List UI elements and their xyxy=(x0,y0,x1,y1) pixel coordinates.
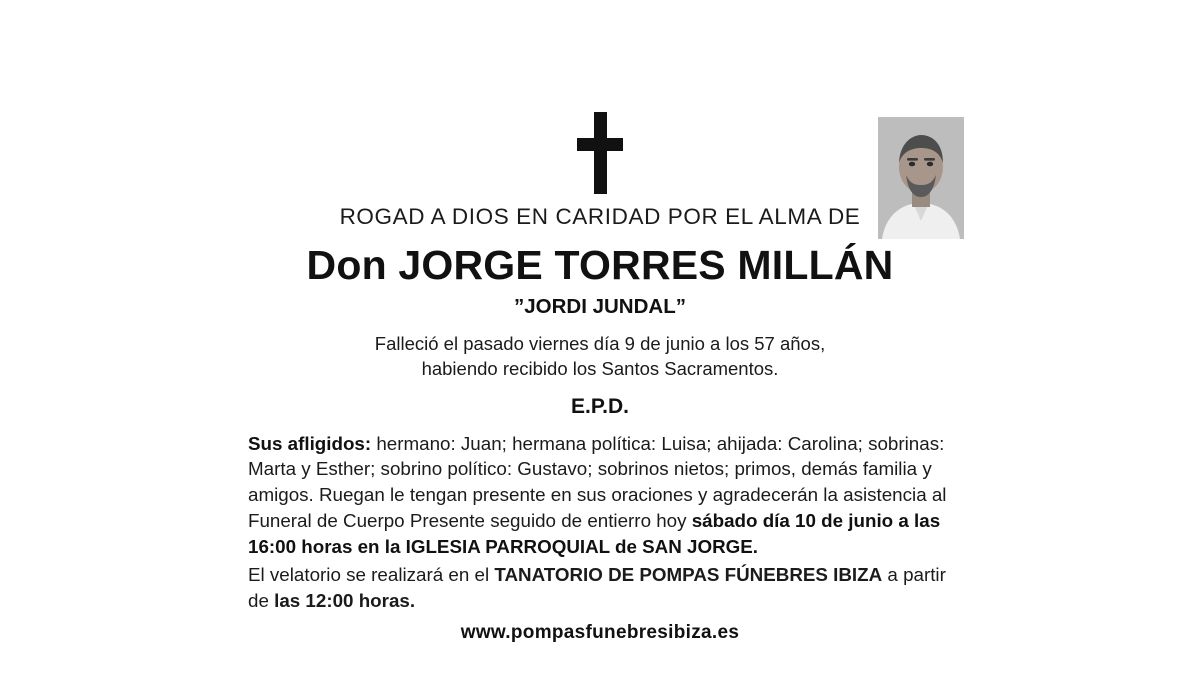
notice-text-block xyxy=(248,200,952,644)
deceased-name: Don JORGE TORRES MILLÁN xyxy=(306,242,894,288)
velatorio-place: TANATORIO DE POMPAS FÚNEBRES IBIZA xyxy=(494,564,883,586)
funeral-details: sábado día 10 de junio a las 16:00 horas en la IGLESIA PARROQUIAL de SAN JORGE. xyxy=(248,509,941,557)
family-label: Sus afligidos: xyxy=(248,432,372,454)
website-link[interactable]: www.pompasfunebresibiza.es xyxy=(460,621,740,643)
death-line-2: habiendo recibido los Santos Sacramentos. xyxy=(421,357,779,379)
velatorio-paragraph xyxy=(248,562,952,614)
death-details xyxy=(248,332,952,382)
velatorio-prefix: El velatorio se realizará en el xyxy=(248,564,495,586)
cross-horizontal-bar xyxy=(577,138,623,151)
invocation-line: ROGAD A DIOS EN CARIDAD POR EL ALMA DE xyxy=(339,204,861,229)
family-text: hermano: Juan; hermana política: Luisa; ahijada: Carolina; sobrinas: Marta y Esther; sobrino político: Gustavo; sobrinos nietos; primos, demás familia y amigos. Ruegan le tengan presente en sus oraciones y agradecerán la asistencia al Funeral de Cuerpo Presente seguido de entierro hoy xyxy=(248,432,947,531)
cross-vertical-bar xyxy=(594,112,607,194)
deceased-nickname: ”JORDI JUNDAL” xyxy=(514,295,686,318)
velatorio-time: las 12:00 horas. xyxy=(274,590,416,612)
latin-cross-icon xyxy=(577,112,623,194)
death-line-1: Falleció el pasado viernes día 9 de junio a los 57 años, xyxy=(374,333,826,354)
velatorio-middle: a partir de xyxy=(248,564,946,612)
family-paragraph xyxy=(248,431,952,560)
epd-label: E.P.D. xyxy=(571,394,629,418)
cross-icon-container xyxy=(0,112,1200,194)
